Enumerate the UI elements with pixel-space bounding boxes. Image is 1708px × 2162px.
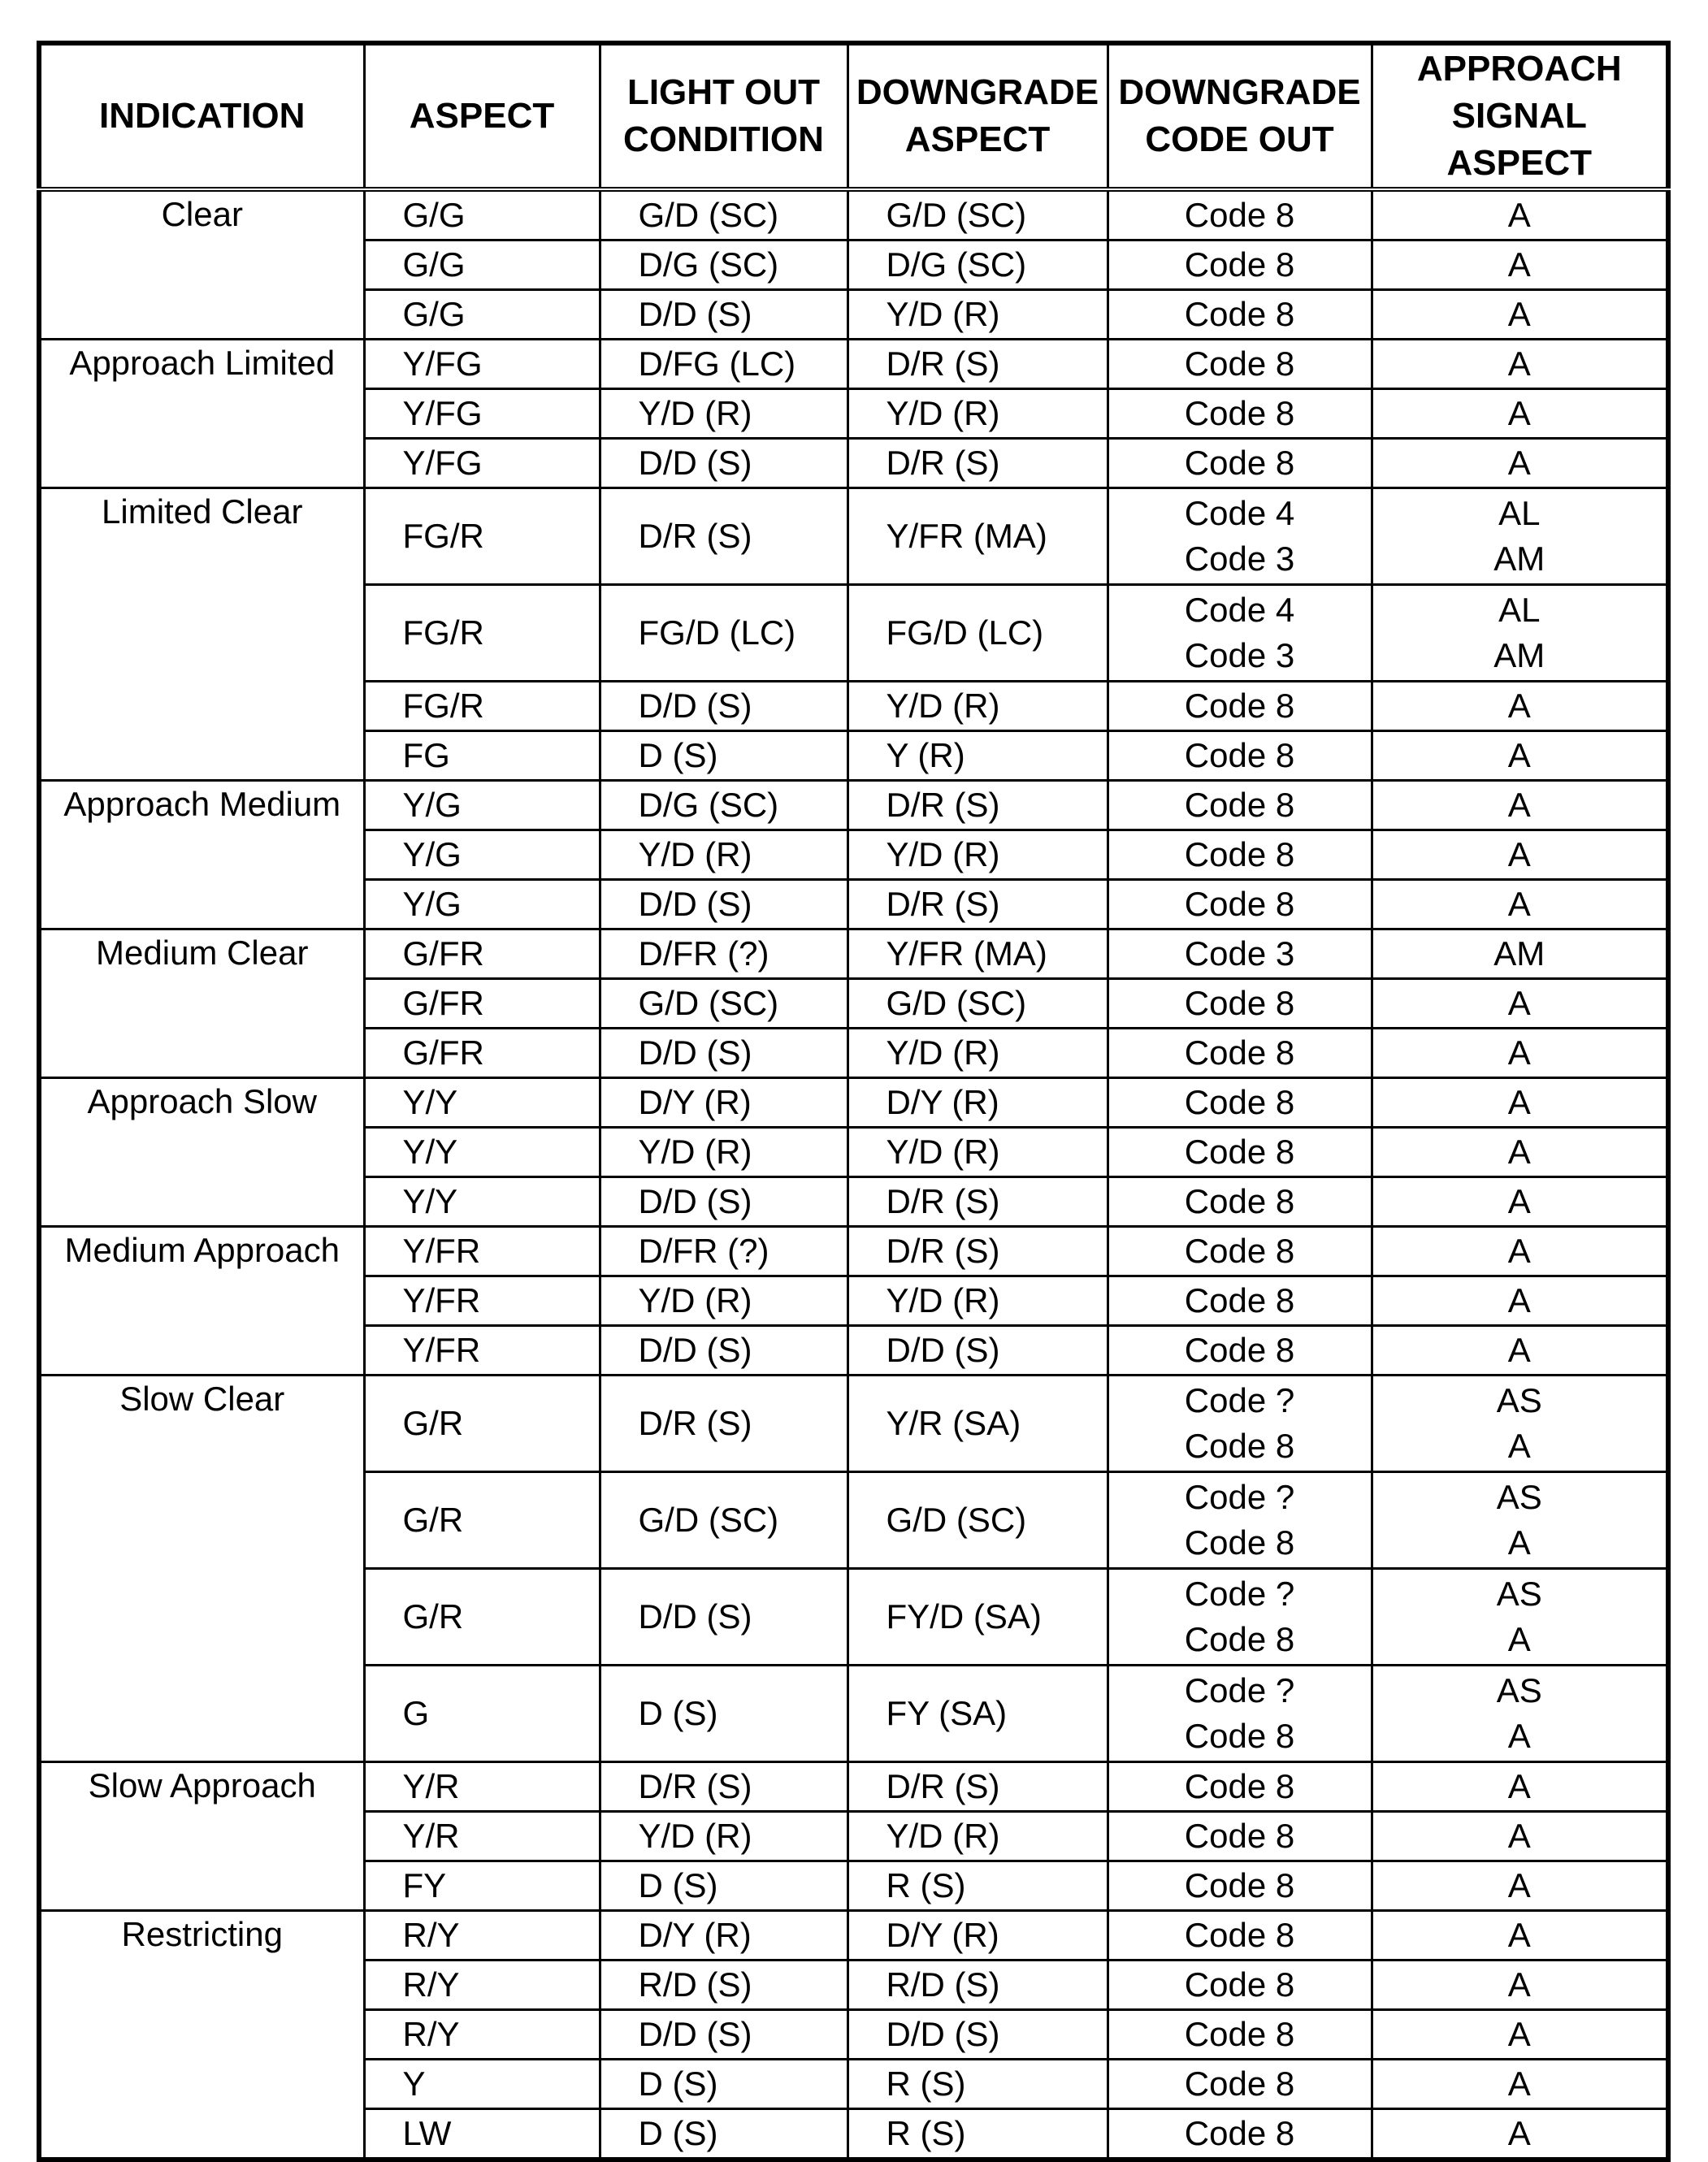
light-out-condition-cell: D/D (S) [600, 1569, 847, 1666]
indication-cell: Clear [39, 189, 364, 340]
downgrade-code-out-cell-line: Code 8 [1184, 1916, 1295, 1954]
header-label-line: CODE OUT [1145, 119, 1334, 159]
table-row [39, 929, 1668, 979]
downgrade-code-out-cell-line: Code 3 [1184, 636, 1295, 674]
approach-signal-aspect-cell [1372, 1911, 1668, 1961]
header-label-line: ASPECT [409, 96, 555, 136]
aspect-cell: G [364, 1666, 600, 1762]
header-approach-signal-aspect [1372, 43, 1668, 189]
downgrade-code-out-cell-line: Code 3 [1184, 539, 1295, 578]
downgrade-aspect-cell: D/R (S) [847, 781, 1108, 830]
approach-signal-aspect-cell-line: A [1507, 1427, 1531, 1465]
downgrade-code-out-cell [1108, 488, 1372, 585]
downgrade-code-out-cell [1108, 585, 1372, 682]
light-out-condition-cell: D/D (S) [600, 1326, 847, 1376]
approach-signal-aspect-cell-line: A [1507, 1965, 1531, 2004]
approach-signal-aspect-cell-line: A [1507, 1083, 1531, 1121]
downgrade-aspect-cell: G/D (SC) [847, 979, 1108, 1029]
approach-signal-aspect-cell-line: A [1507, 295, 1531, 333]
downgrade-code-out-cell-line: Code ? [1184, 1381, 1295, 1419]
downgrade-code-out-cell-line: Code 8 [1184, 1232, 1295, 1270]
downgrade-code-out-cell-line: Code 8 [1184, 1965, 1295, 2004]
downgrade-aspect-cell: D/Y (R) [847, 1911, 1108, 1961]
approach-signal-aspect-cell [1372, 1762, 1668, 1812]
light-out-condition-cell: D/D (S) [600, 439, 847, 488]
indication-cell: Approach Limited [39, 340, 364, 488]
downgrade-aspect-cell: R/D (S) [847, 1961, 1108, 2010]
approach-signal-aspect-cell-line: A [1507, 687, 1531, 725]
downgrade-code-out-cell [1108, 682, 1372, 731]
downgrade-code-out-cell-line: Code 8 [1184, 2065, 1295, 2103]
header-label-line: ASPECT [1446, 143, 1592, 183]
downgrade-aspect-cell: FG/D (LC) [847, 585, 1108, 682]
downgrade-code-out-cell [1108, 1326, 1372, 1376]
light-out-condition-cell: D/FG (LC) [600, 340, 847, 389]
downgrade-code-out-cell-line: Code 8 [1184, 394, 1295, 432]
approach-signal-aspect-cell [1372, 1569, 1668, 1666]
light-out-condition-cell: D (S) [600, 1666, 847, 1762]
approach-signal-aspect-cell [1372, 2010, 1668, 2060]
approach-signal-aspect-cell-line: AS [1496, 1381, 1542, 1419]
indication-cell: Approach Slow [39, 1078, 364, 1227]
approach-signal-aspect-cell-line: AS [1496, 1671, 1542, 1709]
downgrade-code-out-cell [1108, 1762, 1372, 1812]
light-out-condition-cell: Y/D (R) [600, 1276, 847, 1326]
downgrade-code-out-cell [1108, 290, 1372, 340]
approach-signal-aspect-cell-line: A [1507, 1523, 1531, 1562]
light-out-condition-cell: D/R (S) [600, 488, 847, 585]
approach-signal-aspect-cell [1372, 340, 1668, 389]
downgrade-code-out-cell-line: Code 8 [1184, 2114, 1295, 2152]
header-label-line: DOWNGRADE [856, 72, 1099, 112]
table-row [39, 1376, 1668, 1472]
aspect-cell: G/FR [364, 979, 600, 1029]
header-label-line: APPROACH [1416, 49, 1622, 89]
light-out-condition-cell: D/D (S) [600, 1177, 847, 1227]
downgrade-aspect-cell: Y/D (R) [847, 1276, 1108, 1326]
downgrade-code-out-cell-line: Code 8 [1184, 687, 1295, 725]
downgrade-code-out-cell [1108, 240, 1372, 290]
light-out-condition-cell: D/D (S) [600, 880, 847, 929]
approach-signal-aspect-cell-line: A [1507, 2065, 1531, 2103]
downgrade-code-out-cell [1108, 1078, 1372, 1128]
downgrade-code-out-cell [1108, 979, 1372, 1029]
downgrade-aspect-cell: D/R (S) [847, 439, 1108, 488]
light-out-condition-cell: D/G (SC) [600, 240, 847, 290]
light-out-condition-cell: D (S) [600, 2060, 847, 2109]
table-row [39, 781, 1668, 830]
approach-signal-aspect-cell-line: A [1507, 835, 1531, 873]
aspect-cell: R/Y [364, 1961, 600, 2010]
approach-signal-aspect-cell-line: A [1507, 1916, 1531, 1954]
aspect-cell: Y/G [364, 830, 600, 880]
downgrade-code-out-cell-line: Code 8 [1184, 1523, 1295, 1562]
header-label-line: ASPECT [904, 119, 1051, 159]
light-out-condition-cell: Y/D (R) [600, 1812, 847, 1861]
table-row [39, 189, 1668, 240]
approach-signal-aspect-cell [1372, 290, 1668, 340]
approach-signal-aspect-cell [1372, 2109, 1668, 2160]
approach-signal-aspect-cell-line: A [1507, 196, 1531, 234]
approach-signal-aspect-cell-line: A [1507, 1620, 1531, 1658]
aspect-cell: FG/R [364, 585, 600, 682]
downgrade-code-out-cell [1108, 189, 1372, 240]
downgrade-code-out-cell-line: Code 8 [1184, 1817, 1295, 1855]
downgrade-code-out-cell [1108, 880, 1372, 929]
downgrade-code-out-cell-line: Code 8 [1184, 1083, 1295, 1121]
downgrade-code-out-cell [1108, 830, 1372, 880]
approach-signal-aspect-cell-line: AM [1493, 636, 1545, 674]
downgrade-code-out-cell-line: Code ? [1184, 1478, 1295, 1516]
approach-signal-aspect-cell-line: A [1507, 245, 1531, 284]
aspect-cell: Y/FR [364, 1276, 600, 1326]
light-out-condition-cell: Y/D (R) [600, 1128, 847, 1177]
light-out-condition-cell: D/D (S) [600, 1029, 847, 1078]
aspect-cell: Y [364, 2060, 600, 2109]
table-row [39, 1078, 1668, 1128]
header-label-line: INDICATION [99, 96, 306, 136]
downgrade-code-out-cell [1108, 929, 1372, 979]
downgrade-code-out-cell [1108, 389, 1372, 439]
downgrade-aspect-cell: Y/FR (MA) [847, 929, 1108, 979]
header-label-line: CONDITION [623, 119, 824, 159]
approach-signal-aspect-cell [1372, 1961, 1668, 2010]
downgrade-code-out-cell [1108, 1029, 1372, 1078]
downgrade-code-out-cell [1108, 340, 1372, 389]
approach-signal-aspect-cell-line: A [1507, 1817, 1531, 1855]
approach-signal-aspect-cell [1372, 1128, 1668, 1177]
downgrade-aspect-cell: Y/D (R) [847, 1812, 1108, 1861]
approach-signal-aspect-cell [1372, 1029, 1668, 1078]
approach-signal-aspect-cell-line: A [1507, 1133, 1531, 1171]
downgrade-code-out-cell-line: Code 8 [1184, 736, 1295, 774]
approach-signal-aspect-cell [1372, 830, 1668, 880]
header-aspect [364, 43, 600, 189]
downgrade-code-out-cell-line: Code 4 [1184, 591, 1295, 629]
downgrade-code-out-cell-line: Code 8 [1184, 444, 1295, 482]
downgrade-aspect-cell: D/Y (R) [847, 1078, 1108, 1128]
approach-signal-aspect-cell [1372, 1376, 1668, 1472]
light-out-condition-cell: D (S) [600, 1861, 847, 1911]
approach-signal-aspect-cell-line: A [1507, 2015, 1531, 2053]
approach-signal-aspect-cell-line: A [1507, 1232, 1531, 1270]
aspect-cell: FY [364, 1861, 600, 1911]
approach-signal-aspect-cell [1372, 189, 1668, 240]
signal-aspect-table [37, 41, 1671, 2162]
light-out-condition-cell: G/D (SC) [600, 979, 847, 1029]
header-downgrade-aspect [847, 43, 1108, 189]
downgrade-code-out-cell-line: Code 8 [1184, 344, 1295, 383]
light-out-condition-cell: G/D (SC) [600, 189, 847, 240]
light-out-condition-cell: D/FR (?) [600, 1227, 847, 1276]
aspect-cell: Y/FG [364, 340, 600, 389]
downgrade-code-out-cell [1108, 1666, 1372, 1762]
light-out-condition-cell: D/D (S) [600, 2010, 847, 2060]
downgrade-code-out-cell-line: Code 8 [1184, 1427, 1295, 1465]
indication-cell: Approach Medium [39, 781, 364, 929]
aspect-cell: G/R [364, 1376, 600, 1472]
approach-signal-aspect-cell-line: AS [1496, 1478, 1542, 1516]
downgrade-aspect-cell: Y/D (R) [847, 1128, 1108, 1177]
light-out-condition-cell: D/FR (?) [600, 929, 847, 979]
approach-signal-aspect-cell [1372, 1276, 1668, 1326]
downgrade-code-out-cell-line: Code ? [1184, 1575, 1295, 1613]
downgrade-code-out-cell-line: Code 8 [1184, 1281, 1295, 1319]
approach-signal-aspect-cell [1372, 929, 1668, 979]
approach-signal-aspect-cell-line: A [1507, 1717, 1531, 1755]
downgrade-code-out-cell-line: Code 8 [1184, 1717, 1295, 1755]
aspect-cell: G/G [364, 189, 600, 240]
downgrade-aspect-cell: R (S) [847, 2109, 1108, 2160]
light-out-condition-cell: D (S) [600, 731, 847, 781]
downgrade-aspect-cell: D/R (S) [847, 340, 1108, 389]
downgrade-code-out-cell-line: Code 8 [1184, 885, 1295, 923]
downgrade-code-out-cell-line: Code 8 [1184, 1866, 1295, 1904]
indication-cell: Slow Approach [39, 1762, 364, 1911]
table-row [39, 1227, 1668, 1276]
approach-signal-aspect-cell-line: A [1507, 984, 1531, 1022]
aspect-cell: G/G [364, 240, 600, 290]
downgrade-code-out-cell-line: Code 8 [1184, 1331, 1295, 1369]
header-row [39, 43, 1668, 189]
downgrade-code-out-cell-line: Code 8 [1184, 2015, 1295, 2053]
header-label-line: SIGNAL [1451, 96, 1587, 136]
approach-signal-aspect-cell [1372, 731, 1668, 781]
approach-signal-aspect-cell [1372, 1078, 1668, 1128]
approach-signal-aspect-cell [1372, 585, 1668, 682]
approach-signal-aspect-cell-line: A [1507, 2114, 1531, 2152]
downgrade-code-out-cell [1108, 1569, 1372, 1666]
indication-cell: Slow Clear [39, 1376, 364, 1762]
downgrade-code-out-cell [1108, 781, 1372, 830]
aspect-cell: R/Y [364, 2010, 600, 2060]
aspect-cell: Y/R [364, 1812, 600, 1861]
aspect-cell: FG/R [364, 682, 600, 731]
approach-signal-aspect-cell-line: A [1507, 444, 1531, 482]
downgrade-code-out-cell [1108, 1911, 1372, 1961]
downgrade-code-out-cell-line: Code 8 [1184, 295, 1295, 333]
downgrade-code-out-cell-line: Code 8 [1184, 245, 1295, 284]
aspect-cell: FG [364, 731, 600, 781]
aspect-cell: G/FR [364, 1029, 600, 1078]
light-out-condition-cell: D/D (S) [600, 682, 847, 731]
downgrade-code-out-cell [1108, 439, 1372, 488]
downgrade-aspect-cell: Y (R) [847, 731, 1108, 781]
downgrade-aspect-cell: D/R (S) [847, 1177, 1108, 1227]
approach-signal-aspect-cell-line: AS [1496, 1575, 1542, 1613]
aspect-cell: Y/FR [364, 1227, 600, 1276]
downgrade-code-out-cell-line: Code 8 [1184, 1767, 1295, 1805]
aspect-cell: Y/G [364, 880, 600, 929]
downgrade-code-out-cell [1108, 1961, 1372, 2010]
downgrade-aspect-cell: R (S) [847, 2060, 1108, 2109]
approach-signal-aspect-cell-line: A [1507, 1281, 1531, 1319]
downgrade-aspect-cell: D/D (S) [847, 2010, 1108, 2060]
light-out-condition-cell: Y/D (R) [600, 389, 847, 439]
table-row [39, 1762, 1668, 1812]
downgrade-aspect-cell: FY (SA) [847, 1666, 1108, 1762]
header-downgrade-code-out [1108, 43, 1372, 189]
downgrade-aspect-cell: D/G (SC) [847, 240, 1108, 290]
approach-signal-aspect-cell [1372, 781, 1668, 830]
light-out-condition-cell: D/Y (R) [600, 1911, 847, 1961]
aspect-cell: Y/Y [364, 1177, 600, 1227]
downgrade-aspect-cell: G/D (SC) [847, 189, 1108, 240]
approach-signal-aspect-cell [1372, 1177, 1668, 1227]
approach-signal-aspect-cell-line: A [1507, 736, 1531, 774]
downgrade-code-out-cell [1108, 1812, 1372, 1861]
light-out-condition-cell: D/R (S) [600, 1376, 847, 1472]
downgrade-code-out-cell-line: Code 8 [1184, 1133, 1295, 1171]
aspect-cell: LW [364, 2109, 600, 2160]
indication-cell: Medium Clear [39, 929, 364, 1078]
aspect-cell: G/G [364, 290, 600, 340]
aspect-cell: Y/R [364, 1762, 600, 1812]
downgrade-code-out-cell-line: Code 8 [1184, 786, 1295, 824]
downgrade-code-out-cell-line: Code ? [1184, 1671, 1295, 1709]
approach-signal-aspect-cell [1372, 439, 1668, 488]
downgrade-aspect-cell: Y/D (R) [847, 682, 1108, 731]
downgrade-code-out-cell [1108, 1177, 1372, 1227]
downgrade-code-out-cell-line: Code 8 [1184, 1620, 1295, 1658]
light-out-condition-cell: FG/D (LC) [600, 585, 847, 682]
approach-signal-aspect-cell-line: AL [1498, 494, 1541, 532]
downgrade-aspect-cell: Y/D (R) [847, 830, 1108, 880]
downgrade-aspect-cell: D/D (S) [847, 1326, 1108, 1376]
approach-signal-aspect-cell [1372, 389, 1668, 439]
indication-cell: Limited Clear [39, 488, 364, 781]
aspect-cell: Y/FG [364, 389, 600, 439]
downgrade-code-out-cell [1108, 1472, 1372, 1569]
approach-signal-aspect-cell [1372, 1472, 1668, 1569]
downgrade-code-out-cell [1108, 1376, 1372, 1472]
downgrade-code-out-cell [1108, 1227, 1372, 1276]
approach-signal-aspect-cell [1372, 979, 1668, 1029]
downgrade-aspect-cell: D/R (S) [847, 1762, 1108, 1812]
approach-signal-aspect-cell [1372, 1861, 1668, 1911]
downgrade-code-out-cell-line: Code 8 [1184, 1182, 1295, 1220]
approach-signal-aspect-cell-line: A [1507, 1331, 1531, 1369]
approach-signal-aspect-cell-line: AL [1498, 591, 1541, 629]
aspect-cell: Y/FR [364, 1326, 600, 1376]
aspect-cell: Y/G [364, 781, 600, 830]
downgrade-code-out-cell [1108, 2109, 1372, 2160]
light-out-condition-cell: D/D (S) [600, 290, 847, 340]
downgrade-code-out-cell [1108, 731, 1372, 781]
indication-cell: Medium Approach [39, 1227, 364, 1376]
downgrade-code-out-cell [1108, 1276, 1372, 1326]
light-out-condition-cell: Y/D (R) [600, 830, 847, 880]
downgrade-code-out-cell [1108, 1861, 1372, 1911]
approach-signal-aspect-cell-line: A [1507, 1767, 1531, 1805]
downgrade-code-out-cell-line: Code 8 [1184, 1033, 1295, 1072]
downgrade-code-out-cell-line: Code 3 [1184, 934, 1295, 973]
indication-cell: Restricting [39, 1911, 364, 2160]
downgrade-aspect-cell: Y/R (SA) [847, 1376, 1108, 1472]
header-label-line: LIGHT OUT [626, 72, 821, 112]
light-out-condition-cell: D/Y (R) [600, 1078, 847, 1128]
aspect-cell: G/R [364, 1472, 600, 1569]
approach-signal-aspect-cell [1372, 240, 1668, 290]
downgrade-aspect-cell: FY/D (SA) [847, 1569, 1108, 1666]
approach-signal-aspect-cell-line: A [1507, 394, 1531, 432]
approach-signal-aspect-cell [1372, 1812, 1668, 1861]
downgrade-aspect-cell: Y/D (R) [847, 389, 1108, 439]
approach-signal-aspect-cell-line: A [1507, 885, 1531, 923]
approach-signal-aspect-cell-line: AM [1493, 934, 1545, 973]
table-row [39, 488, 1668, 585]
light-out-condition-cell: D/G (SC) [600, 781, 847, 830]
approach-signal-aspect-cell [1372, 1326, 1668, 1376]
signal-aspect-sheet [37, 41, 1666, 2162]
header-label-line: DOWNGRADE [1118, 72, 1361, 112]
header-indication [39, 43, 364, 189]
table-body [39, 189, 1668, 2160]
aspect-cell: Y/Y [364, 1128, 600, 1177]
aspect-cell: G/R [364, 1569, 600, 1666]
light-out-condition-cell: R/D (S) [600, 1961, 847, 2010]
downgrade-code-out-cell-line: Code 8 [1184, 196, 1295, 234]
downgrade-aspect-cell: D/R (S) [847, 880, 1108, 929]
approach-signal-aspect-cell [1372, 880, 1668, 929]
approach-signal-aspect-cell [1372, 2060, 1668, 2109]
downgrade-aspect-cell: D/R (S) [847, 1227, 1108, 1276]
downgrade-code-out-cell [1108, 2060, 1372, 2109]
downgrade-code-out-cell [1108, 1128, 1372, 1177]
approach-signal-aspect-cell-line: AM [1493, 539, 1545, 578]
light-out-condition-cell: G/D (SC) [600, 1472, 847, 1569]
downgrade-aspect-cell: Y/FR (MA) [847, 488, 1108, 585]
downgrade-aspect-cell: Y/D (R) [847, 1029, 1108, 1078]
approach-signal-aspect-cell-line: A [1507, 1033, 1531, 1072]
approach-signal-aspect-cell [1372, 682, 1668, 731]
aspect-cell: FG/R [364, 488, 600, 585]
approach-signal-aspect-cell-line: A [1507, 1182, 1531, 1220]
approach-signal-aspect-cell [1372, 488, 1668, 585]
approach-signal-aspect-cell-line: A [1507, 786, 1531, 824]
aspect-cell: R/Y [364, 1911, 600, 1961]
approach-signal-aspect-cell-line: A [1507, 344, 1531, 383]
light-out-condition-cell: D/R (S) [600, 1762, 847, 1812]
aspect-cell: G/FR [364, 929, 600, 979]
aspect-cell: Y/Y [364, 1078, 600, 1128]
approach-signal-aspect-cell-line: A [1507, 1866, 1531, 1904]
table-row [39, 1911, 1668, 1961]
downgrade-code-out-cell [1108, 2010, 1372, 2060]
light-out-condition-cell: D (S) [600, 2109, 847, 2160]
header-light-out-condition [600, 43, 847, 189]
downgrade-code-out-cell-line: Code 4 [1184, 494, 1295, 532]
approach-signal-aspect-cell [1372, 1666, 1668, 1762]
aspect-cell: Y/FG [364, 439, 600, 488]
downgrade-aspect-cell: Y/D (R) [847, 290, 1108, 340]
downgrade-aspect-cell: G/D (SC) [847, 1472, 1108, 1569]
approach-signal-aspect-cell [1372, 1227, 1668, 1276]
downgrade-code-out-cell-line: Code 8 [1184, 835, 1295, 873]
downgrade-code-out-cell-line: Code 8 [1184, 984, 1295, 1022]
downgrade-aspect-cell: R (S) [847, 1861, 1108, 1911]
table-row [39, 340, 1668, 389]
